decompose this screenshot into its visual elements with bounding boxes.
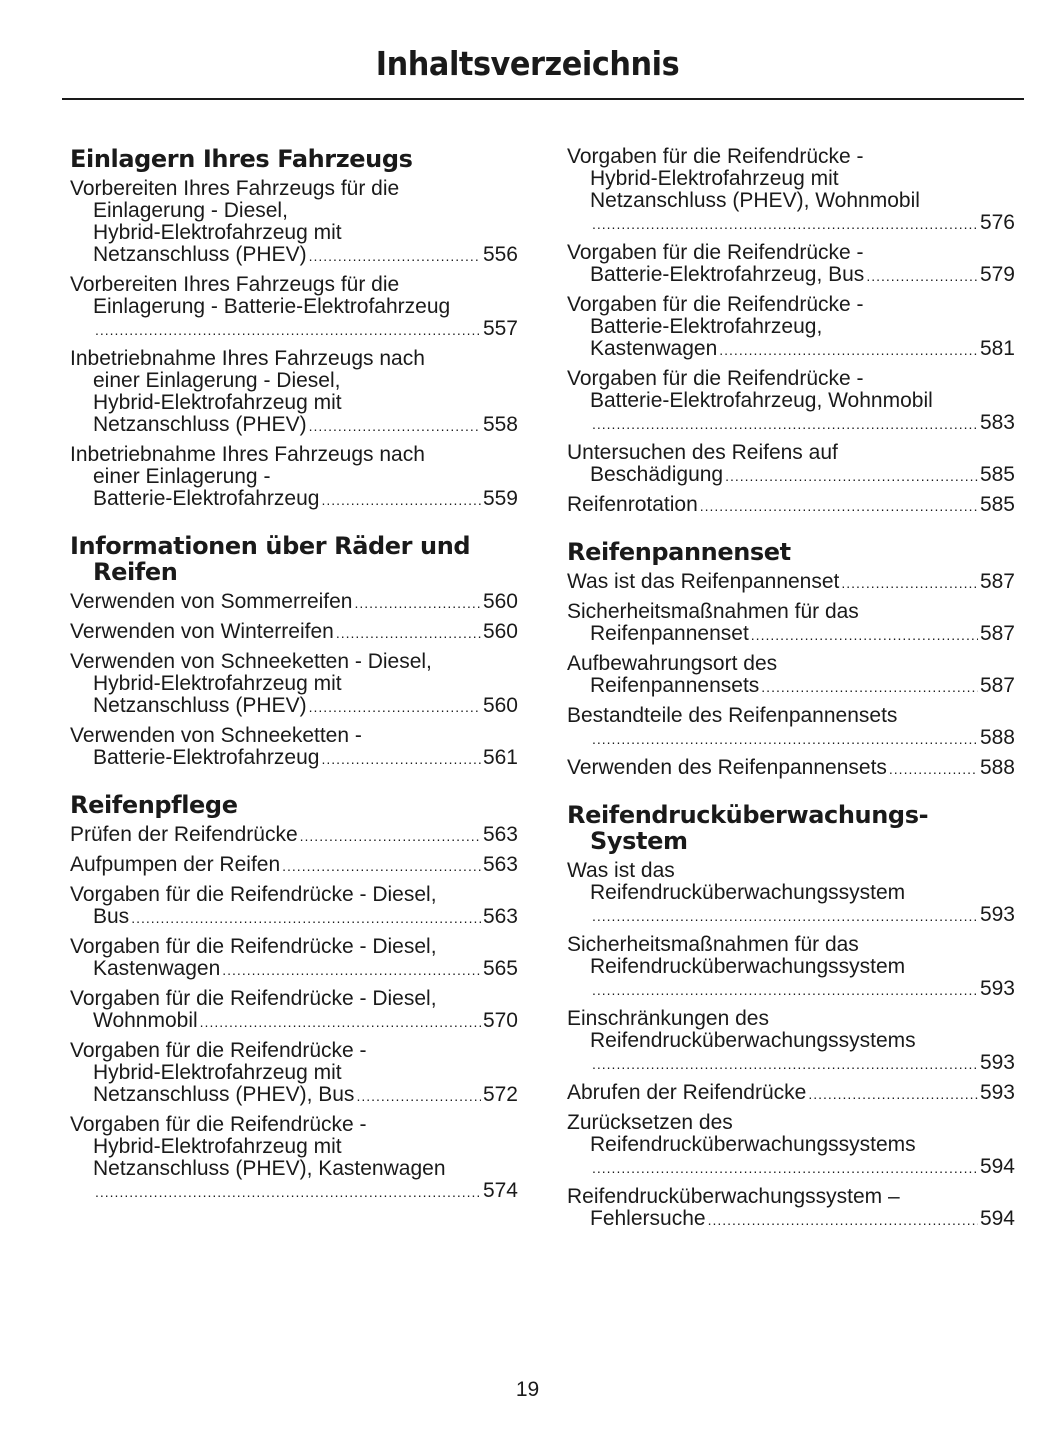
toc-entry-line: Reifendrucküberwachungssystem – xyxy=(567,1186,900,1208)
toc-entry-text: Fehlersuche xyxy=(590,1208,706,1230)
dot-leader xyxy=(309,415,481,437)
toc-entry-last-line xyxy=(70,1084,518,1107)
toc-entry[interactable] xyxy=(70,348,518,437)
toc-page-number[interactable]: 593 xyxy=(979,1052,1015,1074)
toc-page-number[interactable]: 565 xyxy=(482,958,518,980)
dot-leader xyxy=(336,622,481,644)
toc-entry[interactable] xyxy=(567,1082,1015,1105)
toc-entry[interactable] xyxy=(567,860,1015,927)
toc-entry-text: Reifenrotation xyxy=(567,494,698,516)
dot-leader xyxy=(889,758,978,780)
toc-entry-line: Sicherheitsmaßnahmen für das xyxy=(567,934,859,956)
toc-entry-text: Verwenden von Sommerreifen xyxy=(70,591,353,613)
toc-section xyxy=(567,539,1015,780)
dot-leader xyxy=(592,1053,978,1075)
toc-entry-last-line xyxy=(70,318,518,341)
toc-entry-last-line xyxy=(70,695,518,718)
toc-section xyxy=(70,533,518,770)
toc-entry[interactable] xyxy=(70,621,518,644)
toc-page-number[interactable]: 559 xyxy=(482,488,518,510)
dot-leader xyxy=(131,907,481,929)
section-heading: Informationen über Räder und Reifen xyxy=(70,532,471,586)
toc-entry-last-line xyxy=(70,414,518,437)
toc-page-number[interactable]: 588 xyxy=(979,757,1015,779)
toc-entry-line: Vorgaben für die Reifendrücke - xyxy=(567,146,864,168)
toc-entry-line: Reifendrucküberwachungssystem xyxy=(590,956,906,978)
toc-entry-line: Vorgaben für die Reifendrücke - Diesel, xyxy=(70,936,437,958)
toc-entry-last-line xyxy=(70,824,518,847)
section-heading: Reifenpflege xyxy=(70,791,238,819)
dot-leader xyxy=(751,624,978,646)
toc-entry-text: Abrufen der Reifendrücke xyxy=(567,1082,807,1104)
toc-entry-text: Verwenden von Winterreifen xyxy=(70,621,334,643)
toc-column-right xyxy=(567,146,1015,1253)
toc-entry-last-line xyxy=(567,623,1015,646)
toc-entry-text: Netzanschluss (PHEV) xyxy=(93,244,307,266)
toc-entry-line: Vorbereiten Ihres Fahrzeugs für die xyxy=(70,274,400,296)
toc-entry-text: Wohnmobil xyxy=(93,1010,198,1032)
toc-page-number[interactable]: 557 xyxy=(482,318,518,340)
title-divider xyxy=(62,98,1024,100)
toc-entry-line: Bestandteile des Reifenpannensets xyxy=(567,705,898,727)
toc-entry-line: Reifendrucküberwachungssystem xyxy=(590,882,906,904)
toc-entry-line: Reifendrucküberwachungssystems xyxy=(590,1030,916,1052)
toc-entry-line: Aufbewahrungsort des xyxy=(567,653,778,675)
toc-entry-line: Was ist das xyxy=(567,860,675,882)
toc-entry[interactable] xyxy=(567,368,1015,435)
dot-leader xyxy=(282,855,481,877)
toc-entry-line: Hybrid-Elektrofahrzeug mit xyxy=(93,1136,342,1158)
toc-entry-last-line xyxy=(70,854,518,877)
toc-entry-last-line xyxy=(567,978,1015,1001)
dot-leader xyxy=(592,979,978,1001)
toc-entry-last-line xyxy=(567,1208,1015,1231)
toc-entry[interactable] xyxy=(567,934,1015,1001)
toc-entry-line: Einlagerung - Diesel, xyxy=(93,200,288,222)
toc-page-number[interactable]: 560 xyxy=(482,591,518,613)
toc-page-number[interactable]: 594 xyxy=(979,1208,1015,1230)
toc-entry-last-line xyxy=(70,621,518,644)
toc-entry-text: Batterie-Elektrofahrzeug, Bus xyxy=(590,264,865,286)
toc-entry[interactable] xyxy=(70,1040,518,1107)
dot-leader xyxy=(708,1209,978,1231)
toc-entry-last-line xyxy=(567,757,1015,780)
toc-entry-last-line xyxy=(567,571,1015,594)
toc-entry-last-line xyxy=(567,1156,1015,1179)
toc-entry-text: Batterie-Elektrofahrzeug xyxy=(93,747,320,769)
dot-leader xyxy=(841,572,978,594)
toc-entry-last-line xyxy=(567,727,1015,750)
toc-page-number[interactable]: 558 xyxy=(482,414,518,436)
section-heading: Einlagern Ihres Fahrzeugs xyxy=(70,145,413,173)
dot-leader xyxy=(592,728,978,750)
toc-entry-last-line xyxy=(567,675,1015,698)
toc-entry[interactable] xyxy=(70,274,518,341)
toc-entry[interactable] xyxy=(567,601,1015,646)
dot-leader xyxy=(725,465,978,487)
toc-page-number[interactable]: 587 xyxy=(979,675,1015,697)
toc-entry-last-line xyxy=(567,1082,1015,1105)
toc-entry-last-line xyxy=(70,244,518,267)
toc-entry[interactable] xyxy=(70,988,518,1033)
toc-entry-text: Reifenpannensets xyxy=(590,675,760,697)
toc-entry[interactable] xyxy=(567,757,1015,780)
toc-entry-line: Vorgaben für die Reifendrücke - xyxy=(70,1040,367,1062)
toc-page-number[interactable]: 579 xyxy=(979,264,1015,286)
toc-entry-last-line xyxy=(567,464,1015,487)
dot-leader xyxy=(592,413,978,435)
toc-entry[interactable] xyxy=(70,884,518,929)
toc-entry[interactable] xyxy=(567,146,1015,235)
toc-entry[interactable] xyxy=(70,854,518,877)
section-heading: Reifendrucküberwachungs-System xyxy=(567,801,929,855)
toc-entry-line: Batterie-Elektrofahrzeug, Wohnmobil xyxy=(590,390,933,412)
toc-page-number[interactable]: 563 xyxy=(482,854,518,876)
toc-entry-line: Vorbereiten Ihres Fahrzeugs für die xyxy=(70,178,400,200)
toc-entry-line: einer Einlagerung - Diesel, xyxy=(93,370,341,392)
toc-entry-last-line xyxy=(567,338,1015,361)
dot-leader xyxy=(222,959,481,981)
dot-leader xyxy=(95,319,481,341)
toc-entry-line: Vorgaben für die Reifendrücke - Diesel, xyxy=(70,884,437,906)
toc-entry-line: Einschränkungen des xyxy=(567,1008,769,1030)
toc-entry-last-line xyxy=(567,212,1015,235)
toc-entry-text: Aufpumpen der Reifen xyxy=(70,854,281,876)
toc-entry[interactable] xyxy=(70,591,518,614)
toc-entry[interactable] xyxy=(567,242,1015,287)
toc-page-number[interactable]: 587 xyxy=(979,571,1015,593)
toc-entry-last-line xyxy=(70,1180,518,1203)
toc-page-number[interactable]: 581 xyxy=(979,338,1015,360)
toc-entry[interactable] xyxy=(567,294,1015,361)
toc-entry-line: Reifendrucküberwachungssystems xyxy=(590,1134,916,1156)
toc-page-number[interactable]: 594 xyxy=(979,1156,1015,1178)
toc-entry-line: Hybrid-Elektrofahrzeug mit xyxy=(93,392,342,414)
toc-section xyxy=(567,146,1015,517)
toc-section xyxy=(567,802,1015,1231)
toc-page-number[interactable]: 593 xyxy=(979,1082,1015,1104)
toc-page-number[interactable]: 560 xyxy=(482,695,518,717)
toc-entry[interactable] xyxy=(567,653,1015,698)
toc-entry-line: Einlagerung - Batterie-Elektrofahrzeug xyxy=(93,296,451,318)
toc-entry-line: Verwenden von Schneeketten - Diesel, xyxy=(70,651,432,673)
toc-entry-line: Hybrid-Elektrofahrzeug mit xyxy=(590,168,839,190)
toc-entry[interactable] xyxy=(70,651,518,718)
toc-entry-text: Verwenden des Reifenpannensets xyxy=(567,757,887,779)
dot-leader xyxy=(761,676,978,698)
toc-page-number[interactable]: 593 xyxy=(979,978,1015,1000)
toc-entry-line: einer Einlagerung - xyxy=(93,466,271,488)
toc-entry-last-line xyxy=(70,1010,518,1033)
toc-entry-line: Hybrid-Elektrofahrzeug mit xyxy=(93,673,342,695)
toc-entry[interactable] xyxy=(70,824,518,847)
toc-entry-text: Batterie-Elektrofahrzeug xyxy=(93,488,320,510)
dot-leader xyxy=(866,265,978,287)
dot-leader xyxy=(321,489,481,511)
toc-page-number[interactable]: 585 xyxy=(979,494,1015,516)
toc-entry-last-line xyxy=(70,488,518,511)
toc-entry-text: Kastenwagen xyxy=(93,958,221,980)
toc-entry-last-line xyxy=(567,264,1015,287)
toc-page-number[interactable]: 576 xyxy=(979,212,1015,234)
toc-entry-last-line xyxy=(70,747,518,770)
toc-page-number[interactable]: 593 xyxy=(979,904,1015,926)
toc-section xyxy=(70,146,518,511)
toc-entry[interactable] xyxy=(70,1114,518,1203)
toc-page-number[interactable]: 587 xyxy=(979,623,1015,645)
toc-page-number[interactable]: 570 xyxy=(482,1010,518,1032)
toc-entry-line: Vorgaben für die Reifendrücke - xyxy=(567,242,864,264)
toc-page-number[interactable]: 561 xyxy=(482,747,518,769)
dot-leader xyxy=(200,1011,481,1033)
dot-leader xyxy=(719,339,978,361)
dot-leader xyxy=(700,495,978,517)
toc-page-number[interactable]: 556 xyxy=(482,244,518,266)
dot-leader xyxy=(95,1181,481,1203)
dot-leader xyxy=(309,245,481,267)
toc-entry[interactable] xyxy=(567,1008,1015,1075)
toc-entry-text: Reifenpannenset xyxy=(590,623,749,645)
toc-entry-line: Vorgaben für die Reifendrücke - xyxy=(567,294,864,316)
toc-entry-last-line xyxy=(70,958,518,981)
toc-page-number[interactable]: 574 xyxy=(482,1180,518,1202)
toc-entry-last-line xyxy=(70,591,518,614)
toc-entry[interactable] xyxy=(70,178,518,267)
dot-leader xyxy=(321,748,481,770)
toc-page-number[interactable]: 563 xyxy=(482,906,518,928)
toc-entry-line: Zurücksetzen des xyxy=(567,1112,733,1134)
toc-entry-line: Verwenden von Schneeketten - xyxy=(70,725,362,747)
section-heading: Reifenpannenset xyxy=(567,538,791,566)
toc-entry-line: Netzanschluss (PHEV), Wohnmobil xyxy=(590,190,920,212)
toc-entry-text: Bus xyxy=(93,906,130,928)
toc-entry-line: Sicherheitsmaßnahmen für das xyxy=(567,601,859,623)
dot-leader xyxy=(356,1085,481,1107)
toc-page-number[interactable]: 560 xyxy=(482,621,518,643)
toc-entry-line: Netzanschluss (PHEV), Kastenwagen xyxy=(93,1158,446,1180)
toc-entry-line: Hybrid-Elektrofahrzeug mit xyxy=(93,222,342,244)
toc-section xyxy=(70,792,518,1203)
toc-entry-text: Kastenwagen xyxy=(590,338,718,360)
dot-leader xyxy=(592,213,978,235)
toc-entry-line: Untersuchen des Reifens auf xyxy=(567,442,838,464)
dot-leader xyxy=(300,825,481,847)
toc-entry-last-line xyxy=(567,412,1015,435)
dot-leader xyxy=(309,696,481,718)
dot-leader xyxy=(592,905,978,927)
toc-entry[interactable] xyxy=(567,442,1015,487)
toc-entry[interactable] xyxy=(70,936,518,981)
page-number: 19 xyxy=(515,1378,540,1401)
toc-entry-last-line xyxy=(567,904,1015,927)
toc-entry-text: Netzanschluss (PHEV) xyxy=(93,414,307,436)
toc-entry-text: Netzanschluss (PHEV), Bus xyxy=(93,1084,355,1106)
toc-page-number[interactable]: 588 xyxy=(979,727,1015,749)
toc-entry[interactable] xyxy=(567,494,1015,517)
toc-entry-line: Vorgaben für die Reifendrücke - xyxy=(70,1114,367,1136)
toc-entry-line: Batterie-Elektrofahrzeug, xyxy=(590,316,823,338)
toc-entry-last-line xyxy=(70,906,518,929)
toc-entry-last-line xyxy=(567,494,1015,517)
toc-entry[interactable] xyxy=(70,725,518,770)
toc-entry-line: Vorgaben für die Reifendrücke - xyxy=(567,368,864,390)
toc-column-left xyxy=(70,142,518,1225)
page-title: Inhaltsverzeichnis xyxy=(375,44,680,83)
toc-entry-text: Netzanschluss (PHEV) xyxy=(93,695,307,717)
dot-leader xyxy=(592,1157,978,1179)
toc-entry[interactable] xyxy=(567,1186,1015,1231)
toc-entry-line: Inbetriebnahme Ihres Fahrzeugs nach xyxy=(70,444,425,466)
toc-entry-line: Hybrid-Elektrofahrzeug mit xyxy=(93,1062,342,1084)
dot-leader xyxy=(808,1083,978,1105)
toc-entry-text: Beschädigung xyxy=(590,464,724,486)
toc-entry-last-line xyxy=(567,1052,1015,1075)
toc-page-number[interactable]: 583 xyxy=(979,412,1015,434)
toc-page-number[interactable]: 563 xyxy=(482,824,518,846)
toc-page-number[interactable]: 585 xyxy=(979,464,1015,486)
toc-entry[interactable] xyxy=(567,705,1015,750)
toc-page-number[interactable]: 572 xyxy=(482,1084,518,1106)
toc-entry-text: Was ist das Reifenpannenset xyxy=(567,571,840,593)
toc-entry-line: Vorgaben für die Reifendrücke - Diesel, xyxy=(70,988,437,1010)
toc-entry[interactable] xyxy=(567,1112,1015,1179)
toc-entry[interactable] xyxy=(567,571,1015,594)
toc-entry-line: Inbetriebnahme Ihres Fahrzeugs nach xyxy=(70,348,425,370)
dot-leader xyxy=(355,592,481,614)
toc-entry-text: Prüfen der Reifendrücke xyxy=(70,824,298,846)
toc-entry[interactable] xyxy=(70,444,518,511)
